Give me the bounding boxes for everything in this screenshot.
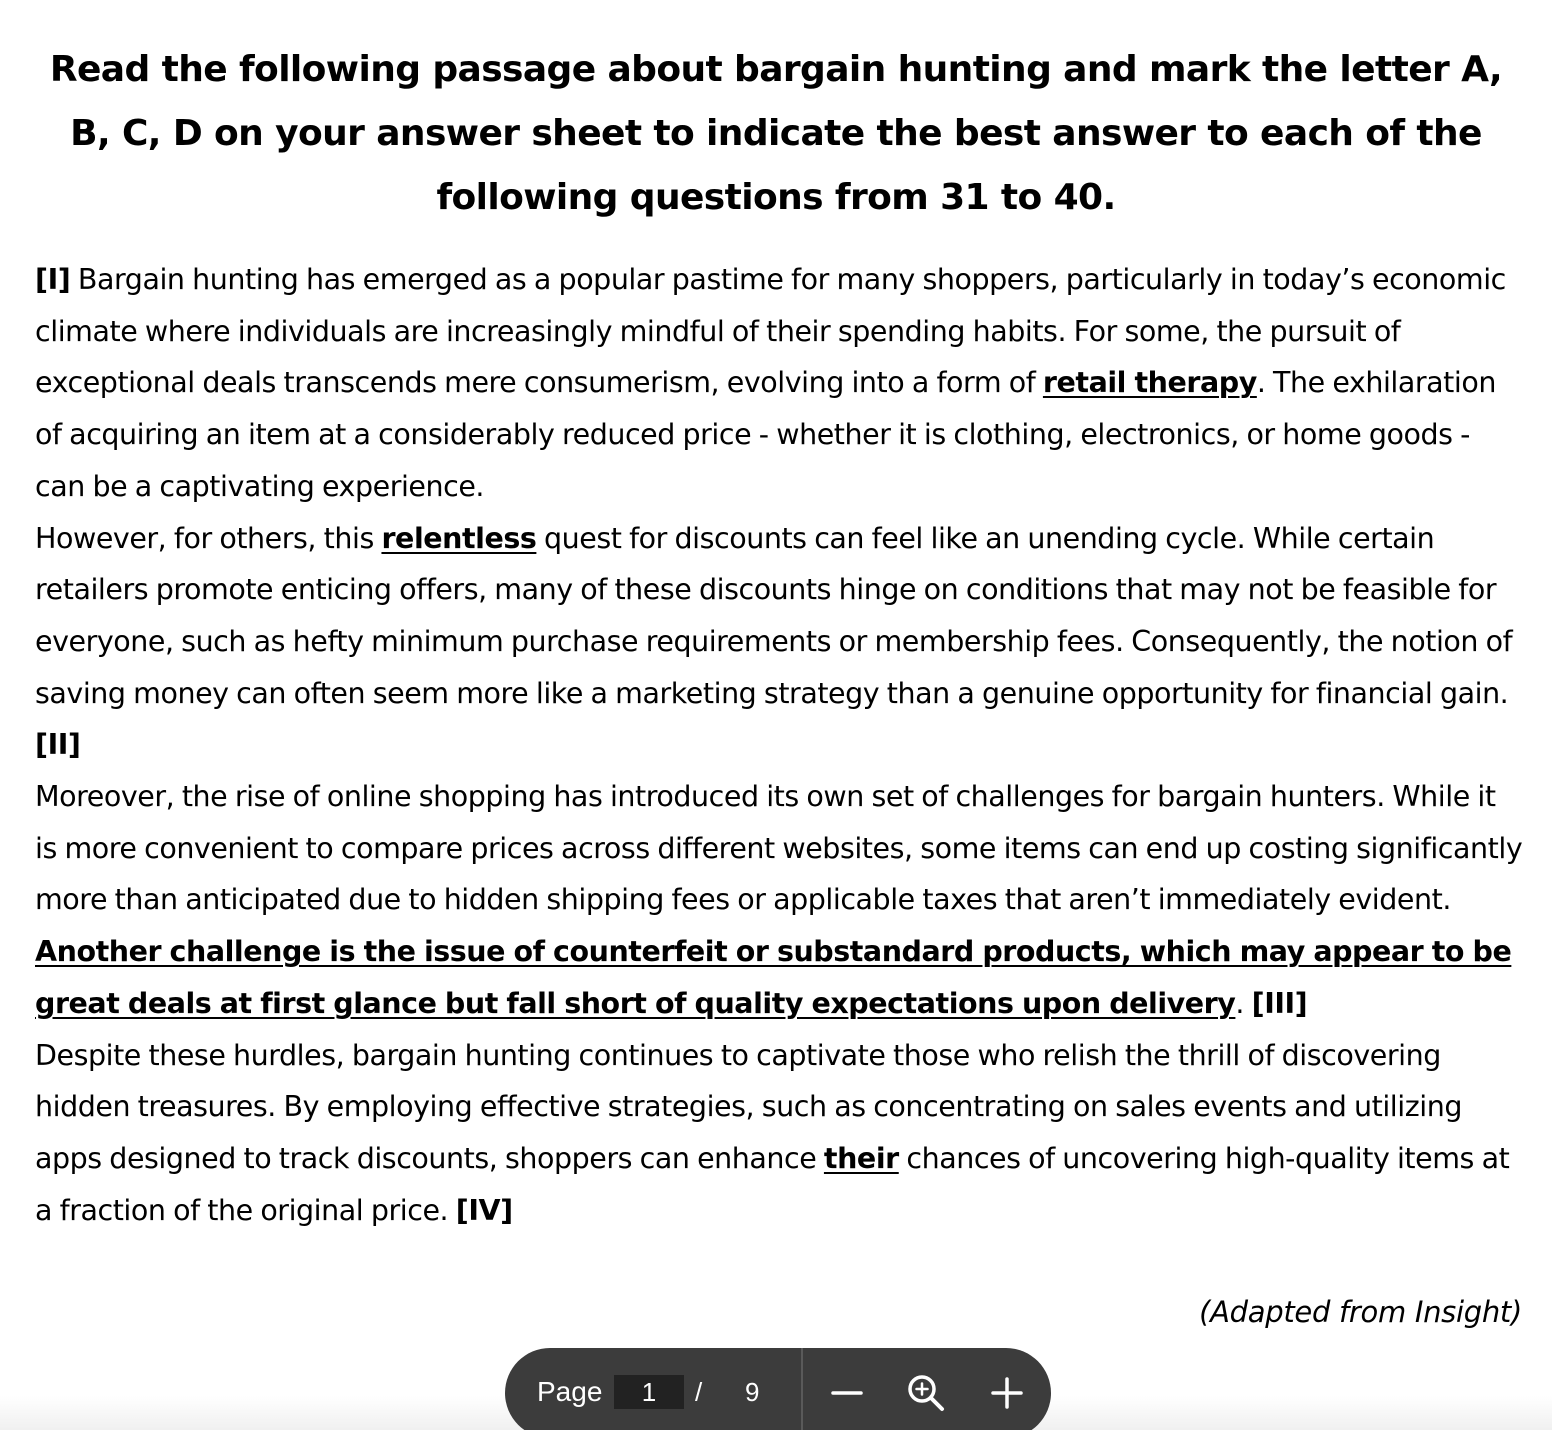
source-citation: (Adapted from Insight) <box>1199 1295 1522 1329</box>
passage-text: . <box>1235 986 1252 1020</box>
page-separator: / <box>695 1377 703 1407</box>
passage-text: However, for others, this <box>35 521 382 555</box>
plus-icon <box>984 1370 1030 1416</box>
paragraph-marker-4: [IV] <box>455 1193 513 1227</box>
paragraph-marker-1: [I] <box>35 263 71 296</box>
reading-passage <box>35 254 1523 1236</box>
passage-text: Bargain hunting has emerged as a popular pastime for many shoppers, particularly in today’s economic climate where individuals are increasingly mindful of their spending habits. For some, the pursuit of exceptional deals transcends mere consumerism, evolving into a form of <box>35 263 1506 400</box>
instructions-heading: Read the following passage about bargain hunting and mark the letter A, B, C, D on your answer sheet to indicate the best answer to each of the following questions from 31 to 40. <box>49 49 1503 218</box>
passage-text: . The exhilaration of acquiring an item at a considerably reduced price - whether it is clothing, electronics, or home goods - can be a captivating experience. <box>35 366 1496 503</box>
zoom-reset-button[interactable] <box>903 1370 949 1416</box>
zoom-out-button[interactable] <box>824 1370 870 1416</box>
total-pages: 9 <box>745 1377 760 1407</box>
underlined-sentence-counterfeit: Another challenge is the issue of counterfeit or substandard products, which may appear to be great deals at first glance but fall short of quality expectations upon delivery <box>35 935 1512 1020</box>
pdf-viewer-toolbar <box>505 1348 1051 1430</box>
passage-paragraph-2 <box>35 513 1523 772</box>
toolbar-divider <box>801 1348 803 1430</box>
paragraph-marker-2: [II] <box>35 728 81 762</box>
passage-text: quest for discounts can feel like an unending cycle. While certain retailers promote enticing offers, many of these discounts hinge on conditions that may not be feasible for everyone, such as hefty minimum purchase requirements or membership fees. Consequently, the notion of saving money can often seem more like a marketing strategy than a genuine opportunity for financial gain. <box>35 521 1513 710</box>
underlined-word-their: their <box>823 1141 899 1175</box>
passage-text: chances of uncovering high-quality items at a fraction of the original price. <box>35 1141 1510 1227</box>
page-number-input[interactable] <box>614 1375 684 1409</box>
magnifier-icon <box>903 1370 949 1416</box>
page-label: Page <box>537 1376 603 1407</box>
paragraph-marker-3: [III] <box>1251 986 1308 1020</box>
passage-text: Despite these hurdles, bargain hunting continues to captivate those who relish the thrill of discovering hidden treasures. By employing effective strategies, such as concentrating on sales events and utilizing apps designed to track discounts, shoppers can enhance <box>35 1038 1462 1175</box>
minus-icon <box>824 1370 870 1416</box>
underlined-phrase-retail-therapy: retail therapy <box>1042 366 1257 400</box>
passage-paragraph-1 <box>35 254 1523 513</box>
passage-paragraph-4 <box>35 1030 1523 1237</box>
underlined-word-relentless: relentless <box>381 521 537 555</box>
zoom-in-button[interactable] <box>984 1370 1030 1416</box>
passage-text: Moreover, the rise of online shopping has introduced its own set of challenges for bargain hunters. While it is more convenient to compare prices across different websites, some items can end up costing significantly more than anticipated due to hidden shipping fees or applicable taxes that aren’t immediately evident. <box>35 780 1523 917</box>
passage-paragraph-3 <box>35 771 1523 1030</box>
